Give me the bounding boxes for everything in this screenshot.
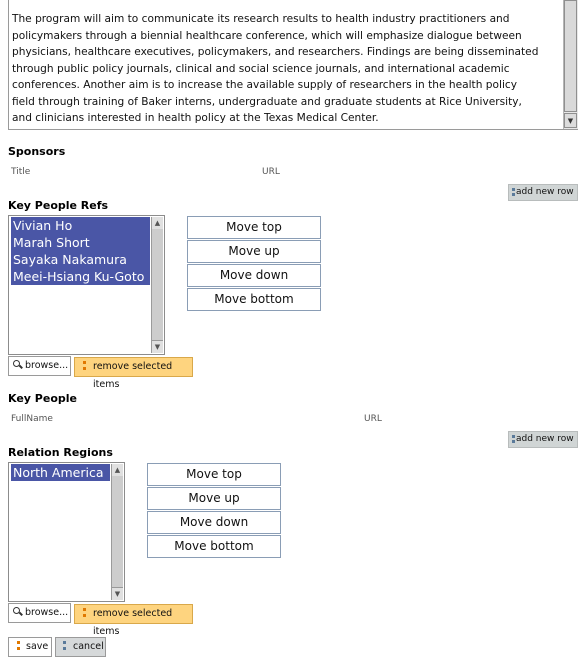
sponsors-col-title: Title (11, 167, 31, 177)
description-scrollbar[interactable] (563, 0, 578, 129)
scroll-thumb[interactable] (112, 476, 123, 588)
remove-icon (83, 361, 86, 371)
relation-regions-move-up-button[interactable]: Move up (147, 487, 281, 510)
key-people-refs-browse-button[interactable] (8, 356, 71, 376)
relation-regions-listbox[interactable] (8, 462, 125, 602)
add-row-icon (512, 188, 515, 197)
scroll-down-icon[interactable]: ▼ (564, 113, 577, 128)
relation-regions-browse-button[interactable] (8, 603, 71, 623)
browse-label: browse... (25, 607, 69, 618)
browse-label: browse... (25, 360, 69, 371)
scroll-up-icon[interactable]: ▲ (152, 217, 163, 230)
list-item[interactable]: North America (11, 464, 110, 481)
add-row-icon (512, 435, 515, 444)
save-icon (17, 641, 20, 651)
add-row-label: add new row (516, 187, 574, 197)
key-people-refs-move-bottom-button[interactable]: Move bottom (187, 288, 321, 311)
scroll-thumb[interactable] (152, 229, 163, 341)
add-row-label: add new row (516, 434, 574, 444)
list-item[interactable]: Meei-Hsiang Ku-Goto (11, 268, 150, 285)
cancel-label: cancel (73, 641, 104, 652)
list-item[interactable]: Vivian Ho (11, 217, 150, 234)
sponsors-col-url: URL (262, 167, 280, 177)
key-people-refs-move-up-button[interactable]: Move up (187, 240, 321, 263)
remove-icon (83, 608, 86, 618)
key-people-refs-move-top-button[interactable]: Move top (187, 216, 321, 239)
description-text: The program will aim to communicate its research results to health industry practitioners and policymakers through a biennial healthcare conference, which will emphasize dialogue between physicians, healthcare executives, policymakers, and researchers. Findings are being disseminated through public policy journals, clinical and social science journals, and international academic conferences. Another aim is to increase the available supply of researchers in the health policy field through training of Baker interns, undergraduate and graduate students at Rice University, and clinicians interested in health policy at the Texas Medical Center. (12, 13, 539, 124)
key-people-refs-label: Key People Refs (8, 199, 109, 212)
scroll-up-icon[interactable]: ▲ (112, 464, 123, 477)
remove-label: remove selected items (93, 361, 173, 390)
cancel-icon (63, 641, 66, 651)
relation-regions-label: Relation Regions (8, 446, 113, 459)
sponsors-add-row-button[interactable] (508, 184, 578, 201)
sponsors-label: Sponsors (8, 145, 66, 158)
scroll-down-icon[interactable]: ▼ (112, 587, 123, 600)
key-people-refs-move-down-button[interactable]: Move down (187, 264, 321, 287)
description-scroll-thumb[interactable] (564, 0, 577, 112)
cancel-button[interactable] (55, 637, 106, 657)
relation-regions-move-top-button[interactable]: Move top (147, 463, 281, 486)
key-people-label: Key People (8, 392, 77, 405)
key-people-refs-listbox[interactable] (8, 215, 165, 355)
key-people-refs-scrollbar[interactable] (151, 217, 163, 353)
relation-regions-move-down-button[interactable]: Move down (147, 511, 281, 534)
list-item[interactable]: Sayaka Nakamura (11, 251, 150, 268)
save-button[interactable] (8, 637, 52, 657)
save-label: save (26, 641, 49, 652)
relation-regions-remove-button[interactable] (74, 604, 193, 637)
scroll-down-icon[interactable]: ▼ (152, 340, 163, 353)
list-item[interactable]: Marah Short (11, 234, 150, 251)
relation-regions-move-bottom-button[interactable]: Move bottom (147, 535, 281, 558)
search-icon (13, 607, 21, 615)
key-people-refs-remove-button[interactable] (74, 357, 193, 390)
remove-label: remove selected items (93, 608, 173, 637)
search-icon (13, 360, 21, 368)
key-people-col-fullname: FullName (11, 414, 53, 424)
key-people-col-url: URL (364, 414, 382, 424)
key-people-add-row-button[interactable] (508, 431, 578, 448)
relation-regions-scrollbar[interactable] (111, 464, 123, 600)
